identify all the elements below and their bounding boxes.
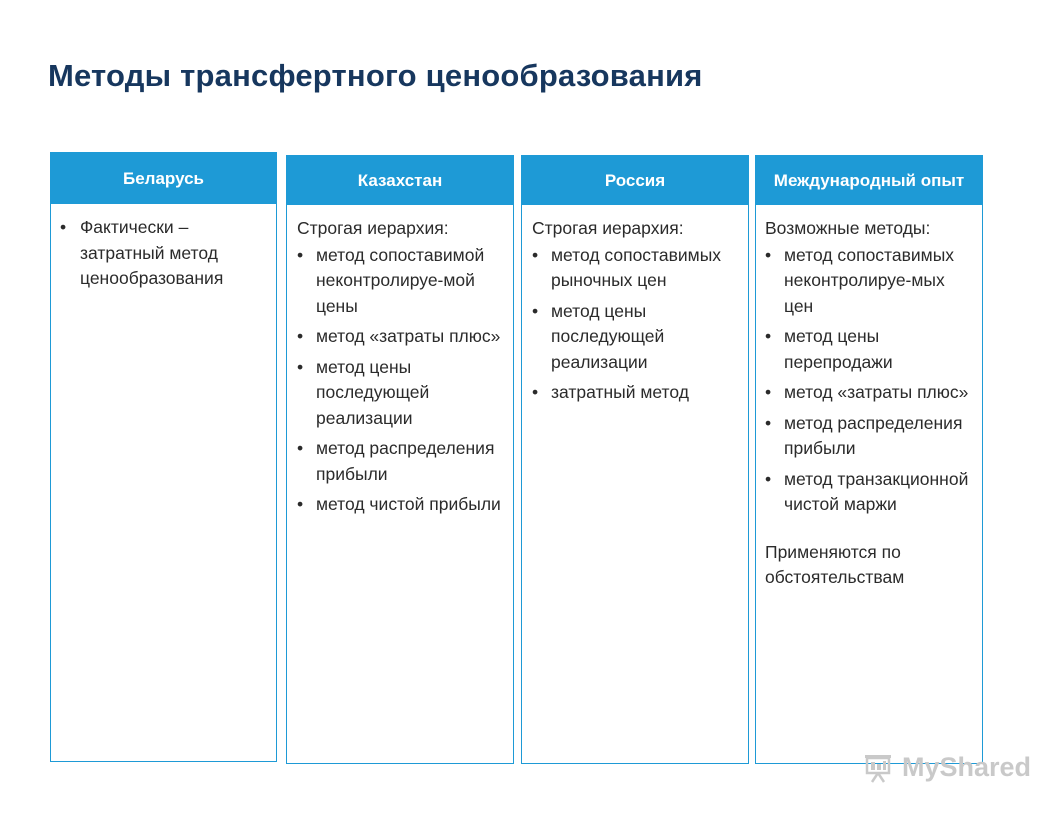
list-item: • метод транзакционной чистой маржи bbox=[765, 467, 977, 518]
list-item: • метод цены перепродажи bbox=[765, 324, 977, 375]
list-item: • затратный метод bbox=[532, 380, 744, 406]
list-item: • метод распределения прибыли bbox=[765, 411, 977, 462]
column-header: Беларусь bbox=[50, 152, 277, 204]
list-item: • метод сопоставимой неконтролируе-мой цены bbox=[297, 243, 509, 320]
column-content bbox=[765, 216, 977, 591]
column-note: Применяются по обстоятельствам bbox=[765, 541, 905, 587]
column-content bbox=[60, 215, 272, 297]
list-item: • метод сопоставимых рыночных цен bbox=[532, 243, 744, 294]
column-belarus bbox=[50, 152, 277, 762]
list-item: • метод сопоставимых неконтролируе-мых цен bbox=[765, 243, 977, 320]
list-item: • метод «затраты плюс» bbox=[297, 324, 509, 350]
column-intro: Возможные методы: bbox=[765, 218, 931, 238]
list-item: • метод цены последующей реализации bbox=[532, 299, 744, 376]
bullet-list bbox=[765, 243, 977, 518]
column-russia bbox=[521, 155, 749, 764]
column-content bbox=[532, 216, 744, 411]
bullet-list bbox=[532, 243, 744, 406]
projector-screen-icon bbox=[864, 753, 898, 783]
list-item: • Фактически – затратный метод ценообразования bbox=[60, 215, 272, 292]
column-content bbox=[297, 216, 509, 523]
column-header: Казахстан bbox=[286, 155, 514, 205]
watermark bbox=[864, 752, 1031, 783]
column-intro: Строгая иерархия: bbox=[532, 218, 684, 238]
list-item: • метод «затраты плюс» bbox=[765, 380, 977, 406]
column-intro: Строгая иерархия: bbox=[297, 218, 449, 238]
bullet-list bbox=[60, 215, 272, 292]
column-header: Россия bbox=[521, 155, 749, 205]
column-kazakhstan bbox=[286, 155, 514, 764]
list-item: • метод цены последующей реализации bbox=[297, 355, 509, 432]
watermark-text: MyShared bbox=[902, 752, 1032, 782]
slide-title: Методы трансфертного ценообразования bbox=[48, 58, 703, 93]
list-item: • метод чистой прибыли bbox=[297, 492, 509, 518]
list-item: • метод распределения прибыли bbox=[297, 436, 509, 487]
column-international bbox=[755, 155, 983, 764]
column-header: Международный опыт bbox=[755, 155, 983, 205]
bullet-list bbox=[297, 243, 509, 518]
